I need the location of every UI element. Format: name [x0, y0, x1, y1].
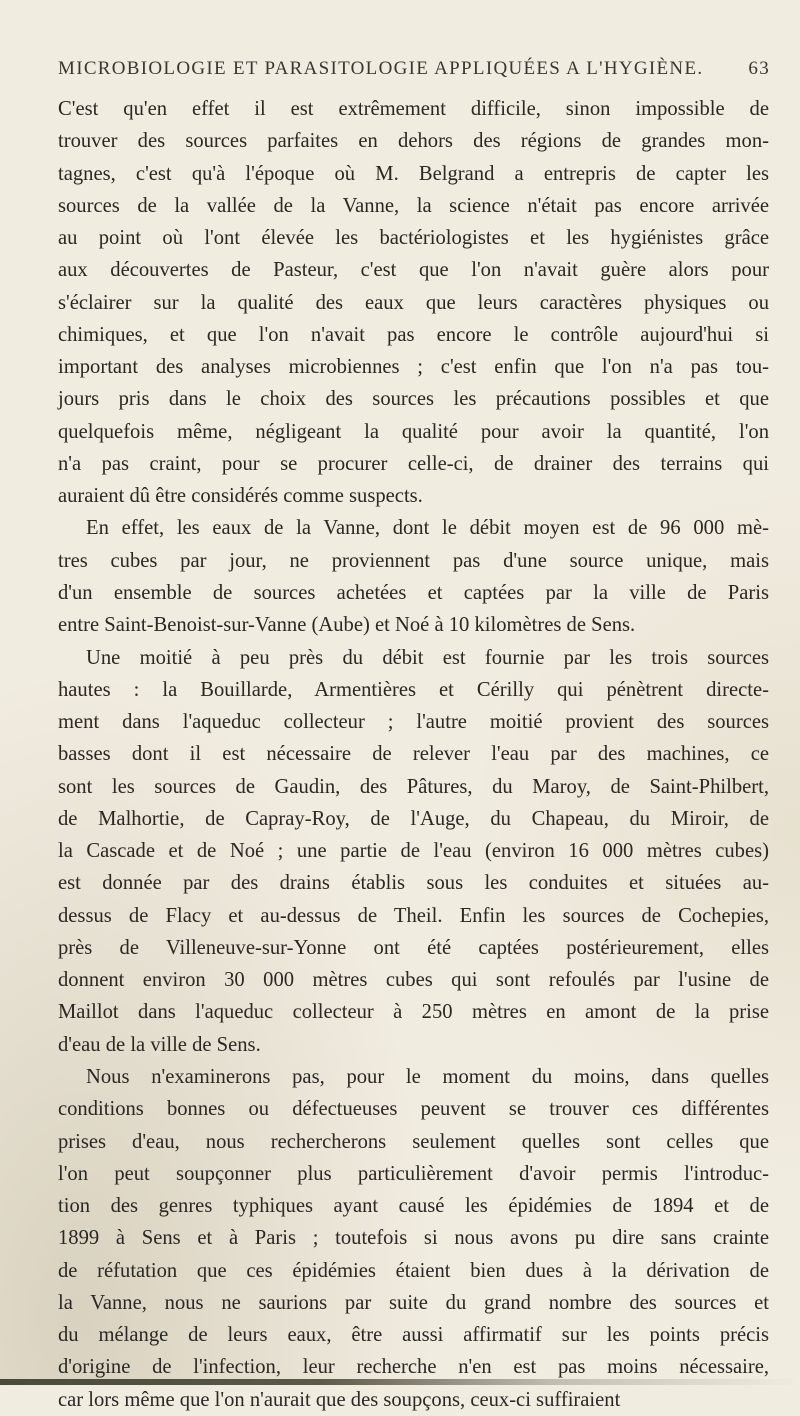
text-line: n'a pas craint, pour se procurer celle-ci, de drainer des terrains qui — [58, 452, 769, 475]
text-line: l'on peut soupçonner plus particulièrement d'avoir permis l'introduc- — [58, 1162, 769, 1185]
text-line: car lors même que l'on n'aurait que des soupçons, ceux-ci suffiraient — [58, 1388, 621, 1411]
text-line: basses dont il est nécessaire de relever l'eau par des machines, ce — [58, 743, 769, 766]
body-text — [58, 93, 769, 1416]
text-line: de Malhortie, de Capray-Roy, de l'Auge, du Chapeau, du Miroir, de — [58, 807, 769, 830]
text-line: prises d'eau, nous rechercherons seulement quelles sont celles que — [58, 1130, 769, 1153]
text-line: Une moitié à peu près du débit est fournie par les trois sources — [86, 646, 769, 669]
text-line: entre Saint-Benoist-sur-Vanne (Aube) et Noé à 10 kilomètres de Sens. — [58, 614, 636, 637]
text-line: la Cascade et de Noé ; une partie de l'eau (environ 16 000 mètres cubes) — [58, 840, 769, 863]
text-line: chimiques, et que l'on n'avait pas encore le contrôle aujourd'hui si — [58, 323, 769, 346]
text-line: tres cubes par jour, ne proviennent pas d'une source unique, mais — [58, 549, 769, 572]
text-line: dessus de Flacy et au-dessus de Theil. Enfin les sources de Cochepies, — [58, 904, 769, 927]
text-line: important des analyses microbiennes ; c'est enfin que l'on n'a pas tou- — [58, 356, 769, 379]
text-line: au point où l'ont élevée les bactériologistes et les hygiénistes grâce — [58, 227, 769, 250]
text-line: 1899 à Sens et à Paris ; toutefois si nous avons pu dire sans crainte — [58, 1227, 769, 1250]
text-line: quelquefois même, négligeant la qualité pour avoir la quantité, l'on — [58, 420, 769, 443]
text-line: de réfutation que ces épidémies étaient bien dues à la dérivation de — [58, 1259, 769, 1282]
page-edge-shadow — [0, 1379, 800, 1385]
text-line: Nous n'examinerons pas, pour le moment du moins, dans quelles — [86, 1065, 769, 1088]
text-line: trouver des sources parfaites en dehors des régions de grandes mon- — [58, 130, 769, 153]
text-line: hautes : la Bouillarde, Armentières et Cérilly qui pénètrent directe- — [58, 678, 769, 701]
text-line: la Vanne, nous ne saurions par suite du grand nombre des sources et — [58, 1291, 769, 1314]
text-line: jours pris dans le choix des sources les précautions possibles et que — [58, 388, 769, 411]
text-line: C'est qu'en effet il est extrêmement difficile, sinon impossible de — [58, 98, 769, 120]
text-line: s'éclairer sur la qualité des eaux que leurs caractères physiques ou — [58, 291, 769, 314]
text-line: En effet, les eaux de la Vanne, dont le débit moyen est de 96 000 mè- — [86, 517, 769, 540]
running-title: MICROBIOLOGIE ET PARASITOLOGIE APPLIQUÉES A L'HYGIÈNE. — [58, 58, 704, 79]
text-line: près de Villeneuve-sur-Yonne ont été captées postérieurement, elles — [58, 936, 769, 959]
text-line: sont les sources de Gaudin, des Pâtures, du Maroy, de Saint-Philbert, — [58, 775, 769, 798]
text-line: sources de la vallée de la Vanne, la science n'était pas encore arrivée — [58, 194, 769, 217]
text-line: aux découvertes de Pasteur, c'est que l'on n'avait guère alors pour — [58, 259, 769, 282]
text-line: du mélange de leurs eaux, être aussi affirmatif sur les points précis — [58, 1324, 769, 1347]
text-line: Maillot dans l'aqueduc collecteur à 250 mètres en amont de la prise — [58, 1001, 769, 1024]
text-line: d'eau de la ville de Sens. — [58, 1033, 261, 1056]
running-header — [58, 58, 770, 80]
text-line: donnent environ 30 000 mètres cubes qui sont refoulés par l'usine de — [58, 969, 769, 992]
page-number: 63 — [748, 58, 770, 79]
text-line: ment dans l'aqueduc collecteur ; l'autre moitié provient des sources — [58, 711, 769, 734]
text-line: d'un ensemble de sources achetées et captées par la ville de Paris — [58, 581, 769, 604]
text-line: tagnes, c'est qu'à l'époque où M. Belgrand a entrepris de capter les — [58, 162, 769, 185]
text-line: d'origine de l'infection, leur recherche n'en est pas moins nécessaire, — [58, 1356, 769, 1379]
text-line: est donnée par des drains établis sous les conduites et situées au- — [58, 872, 769, 895]
text-line: tion des genres typhiques ayant causé les épidémies de 1894 et de — [58, 1195, 769, 1218]
text-line: auraient dû être considérés comme suspects. — [58, 485, 423, 508]
text-line: conditions bonnes ou défectueuses peuvent se trouver ces différentes — [58, 1098, 769, 1121]
